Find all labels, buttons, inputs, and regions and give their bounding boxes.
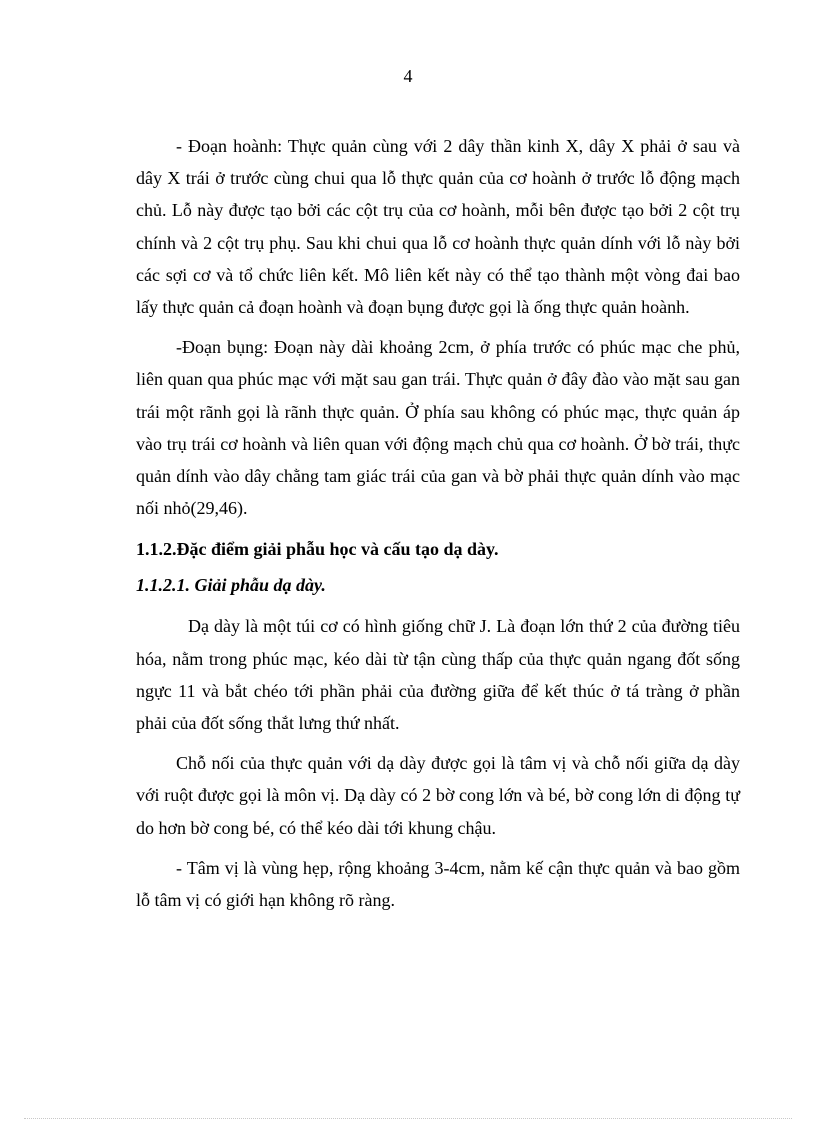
page-bottom-divider <box>24 1118 792 1119</box>
document-body <box>136 130 740 916</box>
paragraph-doan-bung: -Đoạn bụng: Đoạn này dài khoảng 2cm, ở phía trước có phúc mạc che phủ, liên quan qua phúc mạc với mặt sau gan trái. Thực quản ở đây đào vào mặt sau gan trái một rãnh gọi là rãnh thực quản. Ở phía sau không có phúc mạc, thực quản áp vào trụ trái cơ hoành và liên quan với động mạch chủ qua cơ hoành. Ở bờ trái, thực quản dính vào dây chằng tam giác trái của gan và bờ phải thực quản dính vào mạc nối nhỏ(29,46). <box>136 337 740 519</box>
subsection-heading: 1.1.2.1. Giải phẫu dạ dày. <box>136 575 326 596</box>
page-number: 4 <box>403 66 413 86</box>
paragraph-cho-noi: Chỗ nối của thực quản với dạ dày được gọi là tâm vị và chỗ nối giữa dạ dày với ruột được gọi là môn vị. Dạ dày có 2 bờ cong lớn và bé, bờ cong lớn di động tự do hơn bờ cong bé, có thể kéo dài tới khung chậu. <box>136 753 740 838</box>
paragraph-da-day: Dạ dày là một túi cơ có hình giống chữ J. Là đoạn lớn thứ 2 của đường tiêu hóa, nằm trong phúc mạc, kéo dài từ tận cùng thấp của thực quản ngang đốt sống ngực 11 và bắt chéo tới phần phải của đường giữa để kết thúc ở tá tràng ở phần phải của đốt sống thắt lưng thứ nhất. <box>136 616 740 734</box>
paragraph-doan-hoanh: - Đoạn hoành: Thực quản cùng với 2 dây thần kinh X, dây X phải ở sau và dây X trái ở trước cùng chui qua lỗ thực quản của cơ hoành ở trước lỗ động mạch chủ. Lỗ này được tạo bởi các cột trụ của cơ hoành, mỗi bên được tạo bởi 2 cột trụ chính và 2 cột trụ phụ. Sau khi chui qua lỗ cơ hoành thực quản dính với lỗ này bởi các sợi cơ và tổ chức liên kết. Mô liên kết này có thể tạo thành một vòng đai bao lấy thực quản cả đoạn hoành và đoạn bụng được gọi là ống thực quản hoành. <box>136 136 740 318</box>
section-heading: 1.1.2.Đặc điểm giải phẫu học và cấu tạo dạ dày. <box>136 539 499 560</box>
paragraph-tam-vi: - Tâm vị là vùng hẹp, rộng khoảng 3-4cm, nằm kế cận thực quản và bao gồm lỗ tâm vị có giới hạn không rõ ràng. <box>136 857 740 911</box>
